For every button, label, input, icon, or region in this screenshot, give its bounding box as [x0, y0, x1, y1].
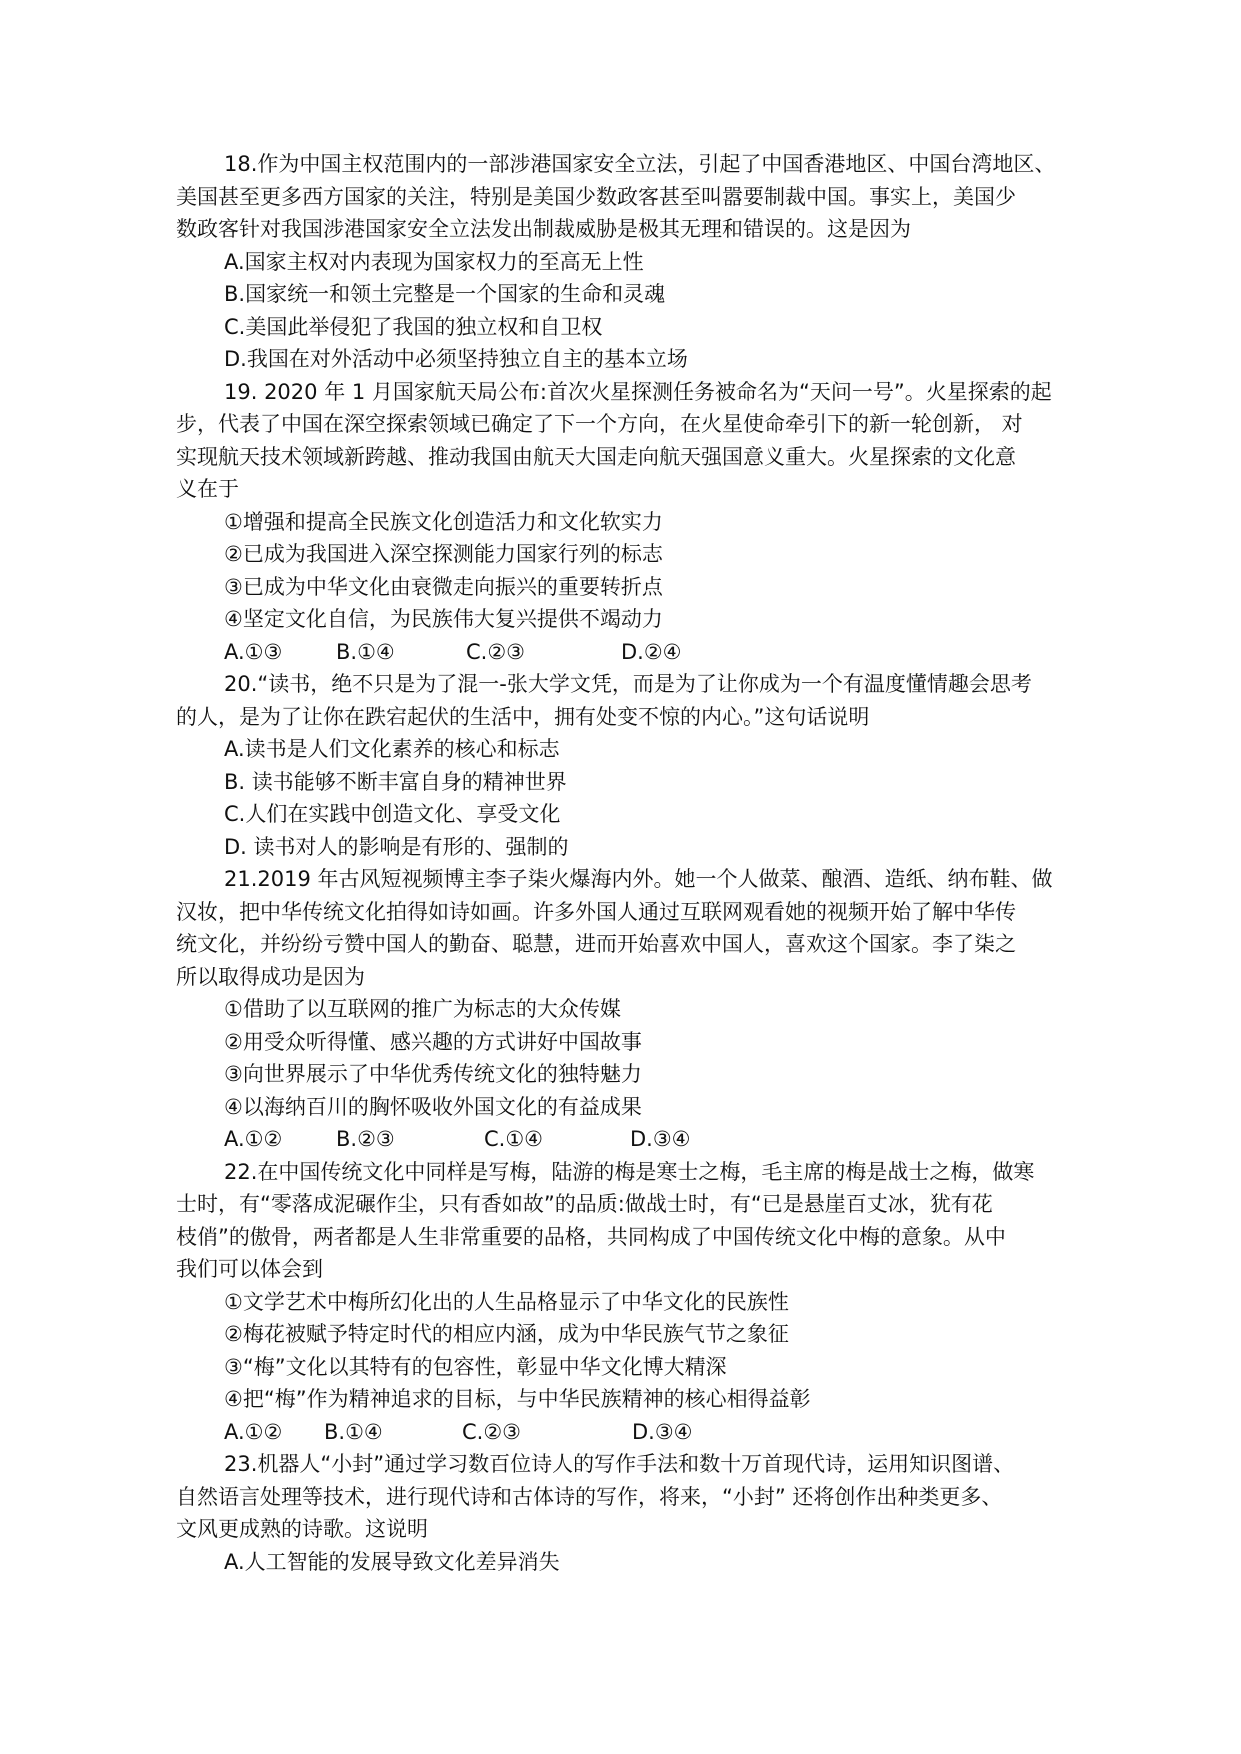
statement-item: ④把“梅”作为精神追求的目标，与中华民族精神的核心相得益彰 [224, 1387, 811, 1411]
question-stem-line: 所以取得成功是因为 [176, 964, 365, 989]
answer-option: B.国家统一和领土完整是一个国家的生命和灵魂 [224, 282, 666, 306]
question-stem-line: 20.“读书，绝不只是为了混一-张大学文凭，而是为了让你成为一个有温度懂情趣会思考 [224, 672, 1032, 696]
statement-item: ④以海纳百川的胸怀吸收外国文化的有益成果 [224, 1094, 642, 1119]
question-stem-line: 美国甚至更多西方国家的关注，特别是美国少数政客甚至叫嚣要制裁中国。事实上，美国少 [176, 184, 1016, 209]
question-stem-line: 我们可以体会到 [176, 1257, 323, 1281]
statement-item: ③“梅”文化以其特有的包容性，彰显中华文化博大精深 [224, 1354, 727, 1379]
question-stem-line: 18.作为中国主权范围内的一部涉港国家安全立法，引起了中国香港地区、中国台湾地区、 [224, 152, 1056, 176]
question-18 [176, 148, 1081, 376]
answer-option: C.美国此举侵犯了我国的独立权和自卫权 [224, 314, 603, 339]
answer-option: D. 读书对人的影响是有形的、强制的 [224, 834, 569, 859]
statement-item: ①文学艺术中梅所幻化出的人生品格显示了中华文化的民族性 [224, 1289, 789, 1314]
statement-item: ①增强和提高全民族文化创造活力和文化软实力 [224, 509, 663, 534]
question-stem-line: 义在于 [176, 477, 239, 501]
question-20 [176, 668, 1081, 863]
answer-option: D.我国在对外活动中必须坚持独立自主的基本立场 [224, 347, 688, 371]
question-22 [176, 1156, 1081, 1449]
choice-d: D.②④ [621, 639, 682, 664]
choice-b: B.①④ [324, 1419, 383, 1444]
question-stem-line: 汉妆，把中华传统文化拍得如诗如画。许多外国人通过互联网观看她的视频开始了解中华传 [176, 899, 1016, 924]
question-stem-line: 23.机器人“小封”通过学习数百位诗人的写作手法和数十万首现代诗，运用知识图谱、 [224, 1452, 1015, 1476]
statement-item: ②已成为我国进入深空探测能力国家行列的标志 [224, 542, 663, 566]
choice-c: C.②③ [466, 639, 525, 664]
choice-a: A.①② [224, 1127, 283, 1151]
question-stem-line: 19. 2020 年 1 月国家航天局公布:首次火星探测任务被命名为“天问一号”。火星探索的起 [224, 379, 1052, 404]
question-19 [176, 376, 1081, 669]
choice-a: A.①③ [224, 639, 283, 664]
question-stem-line: 的人，是为了让你在跌宕起伏的生活中，拥有处变不惊的内心。”这句话说明 [176, 704, 870, 729]
question-stem-line: 枝俏”的傲骨，两者都是人生非常重要的品格，共同构成了中国传统文化中梅的意象。从中 [176, 1224, 1006, 1249]
choice-row [176, 636, 1081, 669]
choice-d: D.③④ [630, 1127, 691, 1151]
question-stem-line: 实现航天技术领域新跨越、推动我国由航天大国走向航天强国意义重大。火星探索的文化意 [176, 444, 1016, 469]
question-stem-line: 21.2019 年古风短视频博主李子柒火爆海内外。她一个人做菜、酿酒、造纸、纳布鞋、做 [224, 867, 1053, 891]
statement-item: ②用受众听得懂、感兴趣的方式讲好中国故事 [224, 1029, 642, 1054]
answer-option: C.人们在实践中创造文化、享受文化 [224, 802, 561, 826]
statement-item: ②梅花被赋予特定时代的相应内涵，成为中华民族气节之象征 [224, 1322, 789, 1346]
choice-c: C.①④ [484, 1127, 543, 1151]
choice-a: A.①② [224, 1419, 283, 1444]
statement-item: ④坚定文化自信，为民族伟大复兴提供不竭动力 [224, 607, 663, 631]
question-stem-line: 文风更成熟的诗歌。这说明 [176, 1517, 428, 1541]
answer-option: A.读书是人们文化素养的核心和标志 [224, 737, 560, 761]
question-stem-line: 数政客针对我国涉港国家安全立法发出制裁威胁是极其无理和错误的。这是因为 [176, 217, 911, 241]
choice-d: D.③④ [632, 1419, 693, 1444]
choice-c: C.②③ [462, 1419, 521, 1444]
question-stem-line: 22.在中国传统文化中同样是写梅，陆游的梅是寒士之梅，毛主席的梅是战士之梅，做寒 [224, 1159, 1035, 1184]
question-21 [176, 863, 1081, 1156]
choice-row [176, 1416, 1081, 1449]
question-23 [176, 1448, 1081, 1578]
statement-item: ③已成为中华文化由衰微走向振兴的重要转折点 [224, 574, 663, 599]
choice-b: B.②③ [336, 1127, 395, 1151]
choice-b: B.①④ [336, 639, 395, 664]
question-stem-line: 步，代表了中国在深空探索领域已确定了下一个方向，在火星使命牵引下的新一轮创新， 对 [176, 412, 1023, 436]
question-stem-line: 自然语言处理等技术，进行现代诗和古体诗的写作，将来，“小封” 还将创作出种类更多、 [176, 1484, 1003, 1509]
answer-option: A.国家主权对内表现为国家权力的至高无上性 [224, 249, 644, 274]
answer-option: A.人工智能的发展导致文化差异消失 [224, 1549, 560, 1574]
answer-option: B. 读书能够不断丰富自身的精神世界 [224, 769, 567, 794]
question-stem-line: 统文化，并纷纷亏赞中国人的勤奋、聪慧，进而开始喜欢中国人，喜欢这个国家。李了柒之 [176, 932, 1016, 956]
statement-item: ③向世界展示了中华优秀传统文化的独特魅力 [224, 1062, 642, 1086]
choice-row [176, 1123, 1081, 1156]
statement-item: ①借助了以互联网的推广为标志的大众传媒 [224, 997, 621, 1021]
question-stem-line: 士时，有“零落成泥碾作尘，只有香如故”的品质:做战士时，有“已是悬崖百丈冰，犹有花 [176, 1192, 993, 1216]
